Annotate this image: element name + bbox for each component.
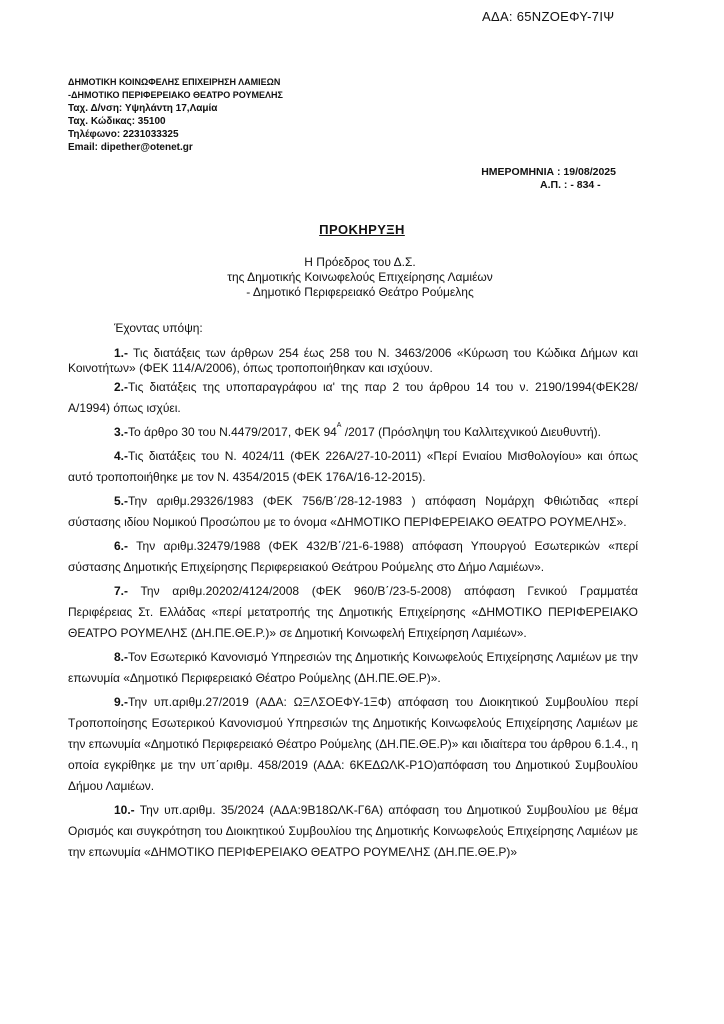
issuer-block [120, 255, 600, 300]
issuer-line2: της Δημοτικής Κοινωφελούς Επιχείρησης Λαμιέων [227, 270, 493, 284]
considerations-list [68, 346, 638, 866]
org-email: Email: dipether@otenet.gr [68, 142, 193, 153]
list-item [68, 346, 638, 376]
item-number: 9.- [114, 695, 129, 709]
item-text: Το άρθρο 30 του Ν.4479/2017, ΦΕΚ 94 [128, 425, 337, 439]
list-item [68, 800, 638, 863]
organization-header [68, 76, 283, 154]
list-item [68, 536, 638, 578]
org-address: Ταχ. Δ/νση: Υψηλάντη 17,Λαμία [68, 103, 218, 114]
item-text: Την υπ.αριθμ. 35/2024 (ΑΔΑ:9Β18ΩΛΚ-Γ6Α) απόφαση του Δημοτικού Συμβουλίου με θέμα Ορισμός και συγκρότηση του Διοικητικού Συμβουλίου της Δημοτικής Κοινωφελούς Επιχείρησης Λαμιέων με την επωνυμία «ΔΗΜΟΤΙΚΟ ΠΕΡΙΦΕΡΕΙΑΚΟ ΘΕΑΤΡΟ ΡΟΥΜΕΛΗΣ (ΔΗ.ΠΕ.ΘΕ.Ρ)» [68, 803, 638, 859]
item-number: 6.- [114, 539, 129, 553]
item-number: 10.- [114, 803, 135, 817]
protocol-number: Α.Π. : - 834 - [540, 179, 601, 191]
item-text: Τις διατάξεις της υποπαραγράφου ια' της παρ 2 του άρθρου 14 του ν. 2190/1994(ΦΕΚ28/Α/1994) όπως ισχύει. [68, 380, 638, 415]
list-item [68, 692, 638, 797]
list-item [68, 647, 638, 689]
considering-heading: Έχοντας υπόψη: [114, 321, 203, 335]
document-title: ΠΡΟΚΗΡΥΞΗ [319, 222, 405, 237]
item-number: 5.- [114, 494, 129, 508]
item-text: Την αριθμ.32479/1988 (ΦΕΚ 432/Β΄/21-6-1988) απόφαση Υπουργού Εσωτερικών «περί σύστασης Δημοτικής Επιχείρησης Περιφερειακού Θεάτρου Ρούμελης στο Δήμο Λαμιέων». [68, 539, 638, 574]
item-number: 2.- [114, 380, 129, 394]
item-text: /2017 (Πρόσληψη του Καλλιτεχνικού Διευθυντή). [341, 425, 601, 439]
item-number: 1.- [114, 346, 129, 360]
org-phone: Τηλέφωνο: 2231033325 [68, 129, 179, 140]
document-date: ΗΜΕΡΟΜΗΝΙΑ : 19/08/2025 [481, 166, 616, 178]
item-text: Την αριθμ.29326/1983 (ΦΕΚ 756/Β΄/28-12-1983 ) απόφαση Νομάρχη Φθιώτιδας «περί σύστασης ιδίου Νομικού Προσώπου με το όνομα «ΔΗΜΟΤΙΚΟ ΠΕΡΙΦΕΡΕΙΑΚΟ ΘΕΑΤΡΟ ΡΟΥΜΕΛΗΣ». [68, 494, 638, 529]
item-text: Τις διατάξεις του Ν. 4024/11 (ΦΕΚ 226Α/27-10-2011) «Περί Ενιαίου Μισθολογίου» και όπως αυτό τροποποιήθηκε με τον Ν. 4354/2015 (ΦΕΚ 176Α/16-12-2015). [68, 449, 638, 484]
item-text: Τον Εσωτερικό Κανονισμό Υπηρεσιών της Δημοτικής Κοινωφελούς Επιχείρησης Λαμιέων με την επωνυμία «Δημοτικό Περιφερειακό Θέατρο Ρούμελης (ΔΗ.ΠΕ.ΘΕ.Ρ)». [68, 650, 638, 685]
ada-number: ΑΔΑ: 65ΝΖΟΕΦΥ-7ΙΨ [482, 9, 615, 24]
list-item [68, 422, 638, 443]
item-text: Τις διατάξεις των άρθρων 254 έως 258 του Ν. 3463/2006 «Κύρωση του Κώδικα Δήμων και Κοινοτήτων» (ΦΕΚ 114/Α/2006), όπως τροποποιήθηκαν και ισχύουν. [68, 346, 638, 375]
org-name-line2: -ΔΗΜΟΤΙΚΟ ΠΕΡΙΦΕΡΕΙΑΚΟ ΘΕΑΤΡΟ ΡΟΥΜΕΛΗΣ [68, 90, 283, 100]
list-item [68, 491, 638, 533]
item-number: 3.- [114, 425, 129, 439]
item-number: 4.- [114, 449, 129, 463]
item-number: 8.- [114, 650, 129, 664]
issuer-line3: - Δημοτικό Περιφερειακό Θεάτρο Ρούμελης [246, 285, 474, 299]
superscript: Α [336, 422, 342, 429]
org-name-line1: ΔΗΜΟΤΙΚΗ ΚΟΙΝΩΦΕΛΗΣ ΕΠΙΧΕΙΡΗΣΗ ΛΑΜΙΕΩΝ [68, 77, 281, 87]
list-item [68, 446, 638, 488]
item-number: 7.- [114, 584, 129, 598]
item-text: Την υπ.αριθμ.27/2019 (ΑΔΑ: ΩΞΛΣΟΕΦΥ-1ΞΦ) απόφαση του Διοικητικού Συμβουλίου περί Τροποποίησης Εσωτερικού Κανονισμού Υπηρεσιών της Δημοτικής Κοινωφελούς Επιχείρησης Λαμιέων με την επωνυμία «Δημοτικό Περιφερειακό Θέατρο Ρούμελης (ΔΗ.ΠΕ.ΘΕ.Ρ)» και ιδιαίτερα του άρθρου 6.1.4., η οποία εγκρίθηκε με την υπ΄αριθμ. 458/2019 (ΑΔΑ: 6ΚΕΔΩΛΚ-Ρ1Ο)απόφαση του Δημοτικού Συμβουλίου Δήμου Λαμιέων. [68, 695, 638, 793]
document-meta [456, 166, 616, 192]
issuer-line1: Η Πρόεδρος του Δ.Σ. [304, 255, 416, 269]
item-text: Την αριθμ.20202/4124/2008 (ΦΕΚ 960/Β΄/23-5-2008) απόφαση Γενικού Γραμματέα Περιφέρειας Στ. Ελλάδας «περί μετατροπής της Δημοτικής Επιχείρησης «ΔΗΜΟΤΙΚΟ ΠΕΡΙΦΕΡΕΙΑΚΟ ΘΕΑΤΡΟ ΡΟΥΜΕΛΗΣ (ΔΗ.ΠΕ.ΘΕ.Ρ.)» σε Δημοτική Κοινωφελή Επιχείρηση Λαμιέων». [68, 584, 638, 640]
list-item [68, 377, 638, 419]
list-item [68, 581, 638, 644]
org-postal-code: Ταχ. Κώδικας: 35100 [68, 116, 166, 127]
